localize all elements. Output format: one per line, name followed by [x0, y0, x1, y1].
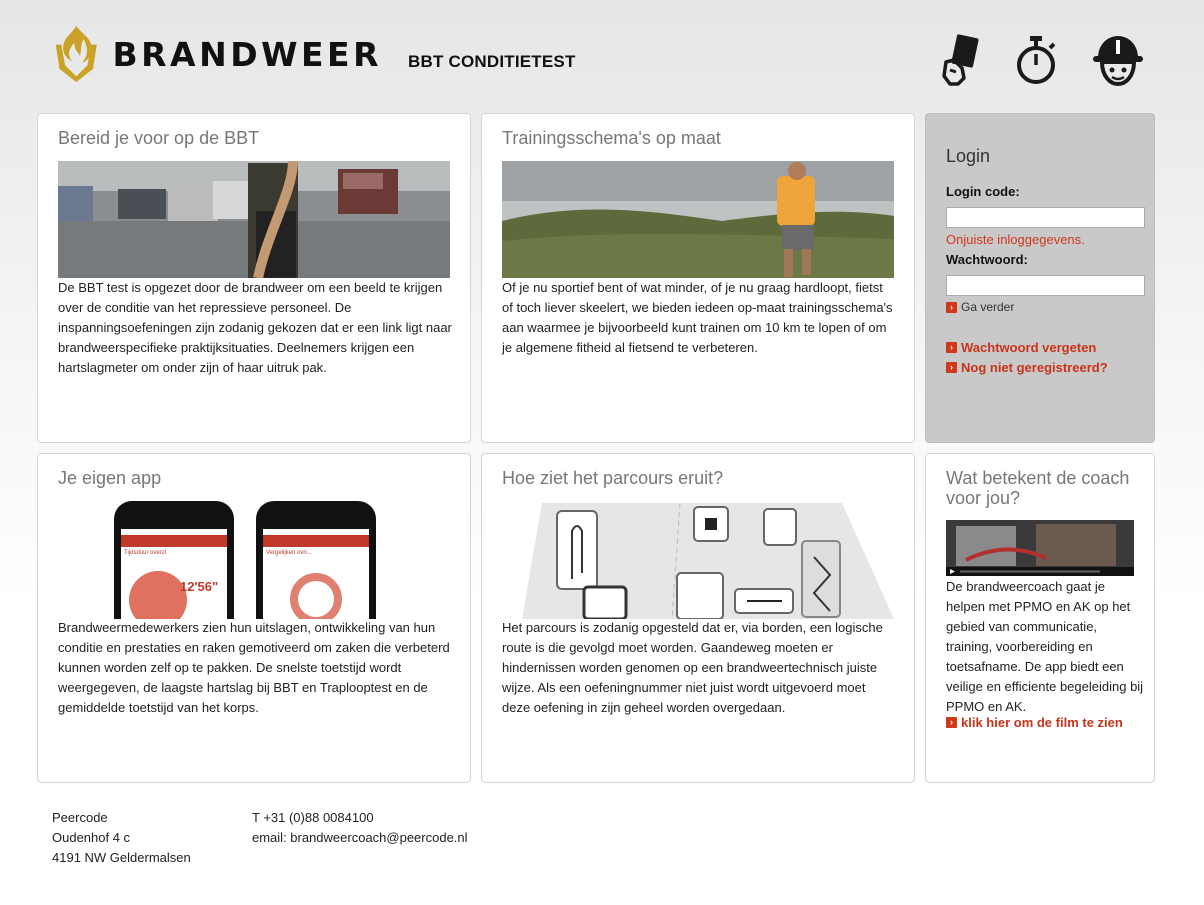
phone-screenshot-1: [114, 501, 234, 619]
footer-street: Oudenhof 4 c: [52, 830, 131, 845]
card-text: Het parcours is zodanig opgesteld dat er, via borden, een logische route is die gevolgd moet worden. Gaandeweg moeten er hindernissen worden genomen op een brandweertechnisch juiste wijze. Als een oefeningnummer niet juist wordt uitgevoerd moet deze oefening in zijn geheel worden overgedaan.: [502, 620, 883, 715]
stopwatch-icon[interactable]: [1008, 32, 1064, 88]
submit-label: Ga verder: [961, 300, 1015, 314]
forgot-password-label: Wachtwoord vergeten: [961, 340, 1097, 355]
arrow-right-icon: ›: [946, 342, 957, 353]
card-hand-icon[interactable]: [936, 32, 992, 88]
course-map-illustration: [502, 501, 894, 619]
footer-address: [52, 808, 191, 868]
password-label: Wachtwoord:: [946, 252, 1028, 267]
login-code-input[interactable]: [946, 207, 1145, 228]
footer-company: Peercode: [52, 810, 108, 825]
arrow-right-icon: ›: [946, 302, 957, 313]
firefighter-hose-photo: [58, 161, 450, 278]
card-title: Wat betekent de coach voor jou?: [946, 468, 1130, 508]
password-input[interactable]: [946, 275, 1145, 296]
forgot-password-link[interactable]: [946, 340, 1096, 355]
brandweer-logo[interactable]: [52, 22, 382, 86]
card-prepare-bbt: [37, 113, 471, 443]
card-course: [481, 453, 915, 783]
card-title: Trainingsschema's op maat: [502, 128, 721, 148]
login-code-label: Login code:: [946, 184, 1020, 199]
footer-city: 4191 NW Geldermalsen: [52, 850, 191, 865]
card-text: Of je nu sportief bent of wat minder, of je nu graag hardloopt, fietst of toch liever skeelert, we bieden iedeen op-maat trainingsschema's aan waarmee je bijvoorbeeld kunt trainen om 10 km te lopen of om je algemene fitheid al fietsend te verbeteren.: [502, 280, 893, 355]
register-link[interactable]: [946, 360, 1108, 375]
login-panel: [925, 113, 1155, 443]
card-training: [481, 113, 915, 443]
footer-email[interactable]: email: brandweercoach@peercode.nl: [252, 830, 468, 845]
phone-header-text: Vergelijken ovri...: [266, 550, 312, 556]
footer-contact: [252, 808, 468, 848]
brand-wordmark: BRANDWEER: [112, 34, 382, 74]
submit-button[interactable]: [946, 300, 1014, 314]
page-subtitle: BBT CONDITIETEST: [408, 52, 576, 71]
firefighter-helmet-icon[interactable]: [1090, 32, 1146, 88]
card-title: Je eigen app: [58, 468, 162, 488]
card-own-app: [37, 453, 471, 783]
phone-time-value: 12'56": [180, 579, 219, 594]
register-label: Nog niet geregistreerd?: [961, 360, 1108, 375]
login-error-message: Onjuiste inloggegevens.: [946, 232, 1085, 247]
watch-film-link[interactable]: [946, 715, 1123, 730]
card-title: Bereid je voor op de BBT: [58, 128, 260, 148]
arrow-right-icon: ›: [946, 362, 957, 373]
runner-photo: [502, 161, 894, 278]
flame-logo-icon: [52, 22, 100, 86]
login-title: Login: [946, 146, 991, 166]
coach-video-thumbnail[interactable]: [946, 520, 1134, 576]
phone-screenshot-2: [256, 501, 376, 619]
card-title: Hoe ziet het parcours eruit?: [502, 468, 724, 488]
card-text: Brandweermedewerkers zien hun uitslagen, ontwikkeling van hun conditie en prestaties en raken gemotiveerd om zaken die verbeterd kunnen worden zelf op te pakken. De snelste toetstijd wordt weergegeven, de laagste hartslag bij BBT en Traplooptest en de gemiddelde toetstijd van het korps.: [58, 620, 450, 715]
card-text: De BBT test is opgezet door de brandweer om een beeld te krijgen over de conditie van het repressieve personeel. De inspanningsoefeningen zijn zodanig gekozen dat er een link ligt naar brandweerspecifieke praktijksituaties. Deelnemers krijgen een hartslagmeter om onder zijn of haar uitruk pak.: [58, 280, 452, 375]
watch-film-label: klik hier om de film te zien: [961, 715, 1123, 730]
card-text: De brandweercoach gaat je helpen met PPMO en AK op het gebied van communicatie, training, voorbereiding en toetsafname. De app biedt een veilige en efficiente begeleiding bij PPMO en AK.: [946, 579, 1144, 714]
card-coach: [925, 453, 1155, 783]
footer-phone: T +31 (0)88 0084100: [252, 810, 374, 825]
phone-header-text: Tijdsduur overzi: [124, 550, 167, 556]
arrow-right-icon: ›: [946, 717, 957, 728]
